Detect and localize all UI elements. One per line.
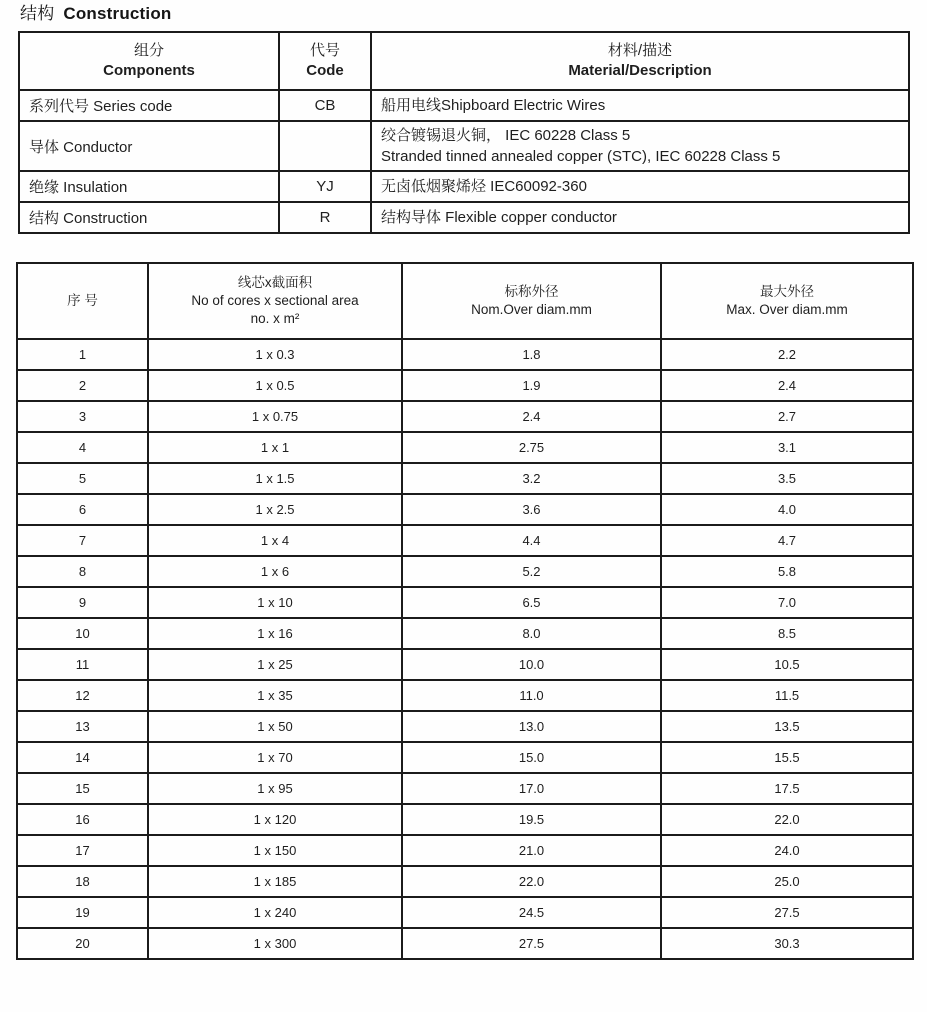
max-diameter-cell: 2.2 [661,339,913,370]
spec-row [17,742,913,773]
max-diameter-cell: 10.5 [661,649,913,680]
material-line: 结构导体 Flexible copper conductor [381,209,617,226]
nominal-diameter-cell: 8.0 [402,618,661,649]
nominal-diameter-header-zh: 标称外径 [504,284,559,299]
material-header-en: Material/Description [568,62,712,79]
cores-area-header-unit: no. x m² [250,311,300,326]
serial-number-cell: 8 [17,556,148,587]
max-diameter-header-en: Max. Over diam.mm [726,302,848,317]
nominal-diameter-cell: 2.75 [402,432,661,463]
spec-row [17,804,913,835]
max-diameter-cell: 30.3 [661,928,913,959]
cores-area-cell: 1 x 4 [148,525,402,556]
code-cell: R [279,202,371,233]
serial-number-cell: 12 [17,680,148,711]
nominal-diameter-cell: 10.0 [402,649,661,680]
spec-row [17,556,913,587]
construction-table-body [19,90,909,233]
serial-number-cell: 15 [17,773,148,804]
spec-row [17,897,913,928]
material-header-zh: 材料/描述 [607,42,673,59]
page-title-zh: 结构 [20,4,55,23]
serial-number-cell: 4 [17,432,148,463]
component-cell: 绝缘 Insulation [19,171,279,202]
serial-number-cell: 11 [17,649,148,680]
nominal-diameter-header-cell [402,263,661,339]
max-diameter-header-zh: 最大外径 [760,284,814,299]
spec-row [17,928,913,959]
nominal-diameter-cell: 3.2 [402,463,661,494]
cores-area-cell: 1 x 1 [148,432,402,463]
material-line: 无卤低烟聚烯烃 IEC60092-360 [381,178,587,195]
material-line: Stranded tinned annealed copper (STC), IEC 60228 Class 5 [381,148,781,165]
serial-number-cell: 19 [17,897,148,928]
serial-number-header-cell [17,263,148,339]
cores-area-cell: 1 x 25 [148,649,402,680]
serial-number-cell: 3 [17,401,148,432]
construction-row [19,121,909,171]
material-header-cell [371,32,909,90]
cores-area-cell: 1 x 300 [148,928,402,959]
components-header-en: Components [103,62,195,79]
max-diameter-cell: 8.5 [661,618,913,649]
cores-area-cell: 1 x 70 [148,742,402,773]
max-diameter-cell: 5.8 [661,556,913,587]
spec-row [17,370,913,401]
max-diameter-cell: 4.7 [661,525,913,556]
material-cell [371,202,909,233]
max-diameter-cell: 24.0 [661,835,913,866]
nominal-diameter-cell: 11.0 [402,680,661,711]
serial-number-cell: 2 [17,370,148,401]
component-cell: 导体 Conductor [19,121,279,171]
nominal-diameter-cell: 21.0 [402,835,661,866]
spec-table-body [17,339,913,959]
spec-row [17,773,913,804]
cores-area-cell: 1 x 240 [148,897,402,928]
code-header-zh: 代号 [309,42,340,59]
construction-table-header [19,32,909,90]
spec-row [17,711,913,742]
spec-row [17,401,913,432]
nominal-diameter-header-en: Nom.Over diam.mm [471,302,592,317]
cores-area-cell: 1 x 1.5 [148,463,402,494]
material-cell [371,171,909,202]
nominal-diameter-cell: 3.6 [402,494,661,525]
spec-row [17,463,913,494]
serial-number-cell: 18 [17,866,148,897]
nominal-diameter-cell: 6.5 [402,587,661,618]
nominal-diameter-cell: 5.2 [402,556,661,587]
nominal-diameter-cell: 2.4 [402,401,661,432]
construction-header-row [19,32,909,90]
cores-area-header-zh: 线芯x截面积 [237,275,313,290]
construction-row [19,90,909,121]
component-cell: 结构 Construction [19,202,279,233]
nominal-diameter-cell: 24.5 [402,897,661,928]
cores-area-header-en: No of cores x sectional area [191,293,359,308]
serial-number-cell: 7 [17,525,148,556]
component-cell: 系列代号 Series code [19,90,279,121]
max-diameter-cell: 4.0 [661,494,913,525]
max-diameter-cell: 22.0 [661,804,913,835]
nominal-diameter-cell: 22.0 [402,866,661,897]
construction-row [19,171,909,202]
material-line: 船用电线Shipboard Electric Wires [381,97,606,114]
serial-number-cell: 13 [17,711,148,742]
serial-number-cell: 17 [17,835,148,866]
spec-row [17,494,913,525]
serial-number-cell: 14 [17,742,148,773]
cores-area-cell: 1 x 50 [148,711,402,742]
serial-number-cell: 16 [17,804,148,835]
material-line: 绞合镀锡退火铜， IEC 60228 Class 5 [381,127,631,144]
max-diameter-cell: 2.7 [661,401,913,432]
max-diameter-cell: 17.5 [661,773,913,804]
page-title-en: Construction [63,4,172,23]
max-diameter-cell: 13.5 [661,711,913,742]
spec-row [17,339,913,370]
spec-row [17,649,913,680]
code-cell: YJ [279,171,371,202]
components-header-cell [19,32,279,90]
nominal-diameter-cell: 17.0 [402,773,661,804]
cores-area-cell: 1 x 0.5 [148,370,402,401]
spec-table [16,262,914,960]
cores-area-cell: 1 x 16 [148,618,402,649]
cores-area-cell: 1 x 0.3 [148,339,402,370]
nominal-diameter-cell: 4.4 [402,525,661,556]
code-header-cell [279,32,371,90]
max-diameter-cell: 11.5 [661,680,913,711]
spec-row [17,680,913,711]
cores-area-cell: 1 x 120 [148,804,402,835]
cores-area-cell: 1 x 150 [148,835,402,866]
max-diameter-cell: 25.0 [661,866,913,897]
serial-number-cell: 6 [17,494,148,525]
cores-area-cell: 1 x 10 [148,587,402,618]
nominal-diameter-cell: 15.0 [402,742,661,773]
nominal-diameter-cell: 1.9 [402,370,661,401]
max-diameter-cell: 3.5 [661,463,913,494]
nominal-diameter-cell: 1.8 [402,339,661,370]
code-cell: CB [279,90,371,121]
spec-row [17,525,913,556]
material-cell [371,90,909,121]
code-cell [279,121,371,171]
serial-number-cell: 10 [17,618,148,649]
material-cell [371,121,909,171]
spec-row [17,618,913,649]
max-diameter-cell: 15.5 [661,742,913,773]
nominal-diameter-cell: 19.5 [402,804,661,835]
components-header-zh: 组分 [133,42,164,59]
cores-area-cell: 1 x 6 [148,556,402,587]
serial-number-header: 序 号 [67,293,98,308]
serial-number-cell: 20 [17,928,148,959]
code-header-en: Code [306,62,344,79]
nominal-diameter-cell: 13.0 [402,711,661,742]
cores-area-cell: 1 x 35 [148,680,402,711]
page-title [20,3,927,25]
construction-table [18,31,910,234]
cores-area-cell: 1 x 185 [148,866,402,897]
nominal-diameter-cell: 27.5 [402,928,661,959]
serial-number-cell: 1 [17,339,148,370]
spec-row [17,587,913,618]
serial-number-cell: 5 [17,463,148,494]
cores-area-cell: 1 x 2.5 [148,494,402,525]
construction-row [19,202,909,233]
max-diameter-cell: 2.4 [661,370,913,401]
cores-area-header-cell [148,263,402,339]
max-diameter-cell: 27.5 [661,897,913,928]
cores-area-cell: 1 x 0.75 [148,401,402,432]
max-diameter-cell: 3.1 [661,432,913,463]
max-diameter-header-cell [661,263,913,339]
spec-table-header [17,263,913,339]
max-diameter-cell: 7.0 [661,587,913,618]
spec-row [17,866,913,897]
serial-number-cell: 9 [17,587,148,618]
spec-row [17,432,913,463]
cores-area-cell: 1 x 95 [148,773,402,804]
spec-header-row [17,263,913,339]
spec-row [17,835,913,866]
